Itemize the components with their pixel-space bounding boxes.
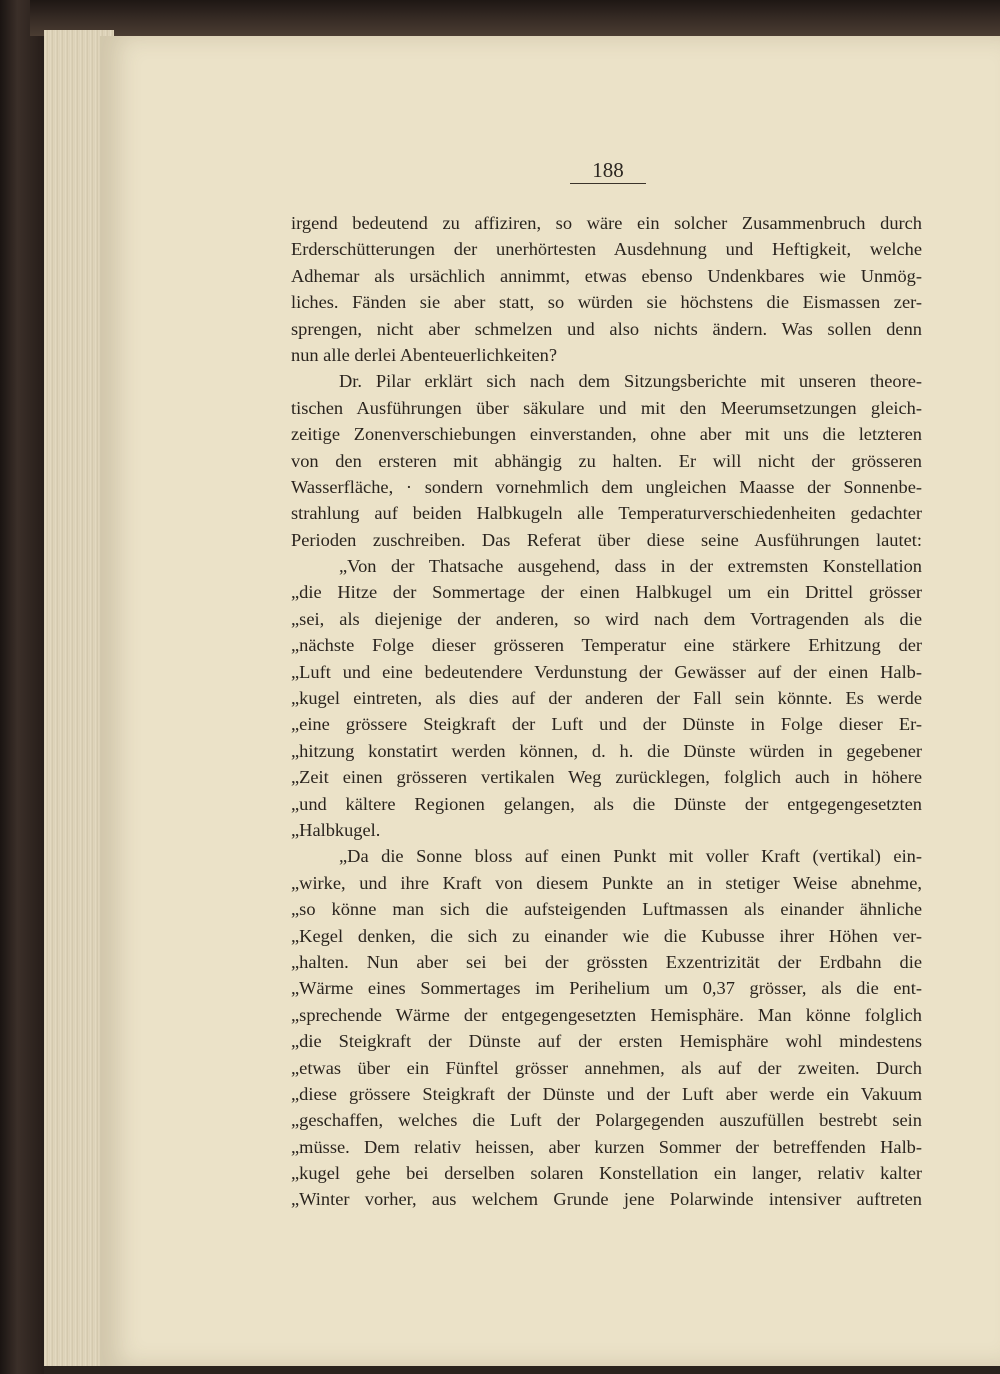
text-line: sprengen, nicht aber schmelzen und also nichts ändern. Was sollen denn <box>291 318 922 339</box>
book-top-edge <box>30 0 1000 36</box>
text-line: „Winter vorher, aus welchem Grunde jene Polarwinde intensiver auftreten <box>291 1189 922 1210</box>
text-line: „müsse. Dem relativ heissen, aber kurzen Sommer der betreffenden Halb- <box>291 1136 922 1157</box>
text-line: zeitige Zonenverschiebungen einverstanden, ohne aber mit uns die letzteren <box>291 424 922 445</box>
text-line: liches. Fänden sie aber statt, so würden sie höchstens die Eismassen zer- <box>291 292 922 313</box>
text-line: „wirke, und ihre Kraft von diesem Punkte an in stetiger Weise abnehme, <box>291 872 922 893</box>
text-line: „diese grössere Steigkraft der Dünste und der Luft aber werde ein Vakuum <box>291 1083 922 1104</box>
text-line: nun alle derlei Abenteuerlichkeiten? <box>291 344 558 365</box>
text-line: „Kegel denken, die sich zu einander wie die Kubusse ihrer Höhen ver- <box>291 925 922 946</box>
text-line: „so könne man sich die aufsteigenden Luftmassen als einander ähnliche <box>291 899 922 920</box>
text-line: Wasserfläche, · sondern vornehmlich dem ungleichen Maasse der Sonnenbe- <box>291 476 922 497</box>
text-line: „sei, als diejenige der anderen, so wird nach dem Vortragenden als die <box>291 608 922 629</box>
text-line: tischen Ausführungen über säkulare und mit den Meerumsetzungen gleich- <box>291 397 922 418</box>
text-line: Adhemar als ursächlich annimmt, etwas ebenso Undenkbares wie Unmög- <box>291 265 922 286</box>
text-line: „geschaffen, welches die Luft der Polargegenden auszufüllen bestrebt sein <box>291 1110 922 1131</box>
text-line: „Halbkugel. <box>291 819 381 840</box>
body-text <box>291 210 922 1213</box>
text-line: „und kältere Regionen gelangen, als die Dünste der entgegengesetzten <box>291 793 922 814</box>
text-line: „Wärme eines Sommertages im Perihelium um 0,37 grösser, als die ent- <box>291 978 922 999</box>
book-binding <box>0 0 44 1374</box>
text-line: „nächste Folge dieser grösseren Temperatur eine stärkere Erhitzung der <box>291 635 922 656</box>
text-line: „sprechende Wärme der entgegengesetzten Hemisphäre. Man könne folglich <box>291 1004 922 1025</box>
text-line: „halten. Nun aber sei bei der grössten Exzentrizität der Erdbahn die <box>291 951 922 972</box>
text-line: irgend bedeutend zu affiziren, so wäre ein solcher Zusammenbruch durch <box>291 213 922 233</box>
text-line: „etwas über ein Fünftel grösser annehmen, als auf der zweiten. Durch <box>291 1057 922 1078</box>
text-line: von den ersteren mit abhängig zu halten. Er will nicht der grösseren <box>291 450 922 471</box>
text-line: „Von der Thatsache ausgehend, dass in der extremsten Konstellation <box>339 556 922 577</box>
text-line: „kugel eintreten, als dies auf der anderen der Fall sein könnte. Es werde <box>291 688 922 709</box>
text-line: Dr. Pilar erklärt sich nach dem Sitzungsberichte mit unseren theore- <box>339 371 922 392</box>
text-line: „Luft und eine bedeutendere Verdunstung der Gewässer auf der einen Halb- <box>291 661 922 682</box>
page-number: 188 <box>592 158 624 182</box>
text-line: strahlung auf beiden Halbkugeln alle Temperaturverschiedenheiten gedachter <box>291 503 922 524</box>
text-line: „die Hitze der Sommertage der einen Halbkugel um ein Drittel grösser <box>291 582 922 603</box>
text-line: „Zeit einen grösseren vertikalen Weg zurücklegen, folglich auch in höhere <box>291 767 922 788</box>
text-line: Erderschütterungen der unerhörtesten Ausdehnung und Heftigkeit, welche <box>291 239 922 260</box>
text-line: „Da die Sonne bloss auf einen Punkt mit voller Kraft (vertikal) ein- <box>339 846 922 867</box>
text-line: „eine grössere Steigkraft der Luft und der Dünste in Folge dieser Er- <box>291 714 922 735</box>
page-number-rule <box>570 183 646 184</box>
text-line: Perioden zuschreiben. Das Referat über diese seine Ausführungen lautet: <box>291 529 922 550</box>
text-line: „kugel gehe bei derselben solaren Konstellation ein langer, relativ kalter <box>291 1163 922 1184</box>
text-line: „hitzung konstatirt werden können, d. h. die Dünste würden in gegebener <box>291 740 922 761</box>
text-line: „die Steigkraft der Dünste auf der ersten Hemisphäre wohl mindestens <box>291 1031 922 1052</box>
